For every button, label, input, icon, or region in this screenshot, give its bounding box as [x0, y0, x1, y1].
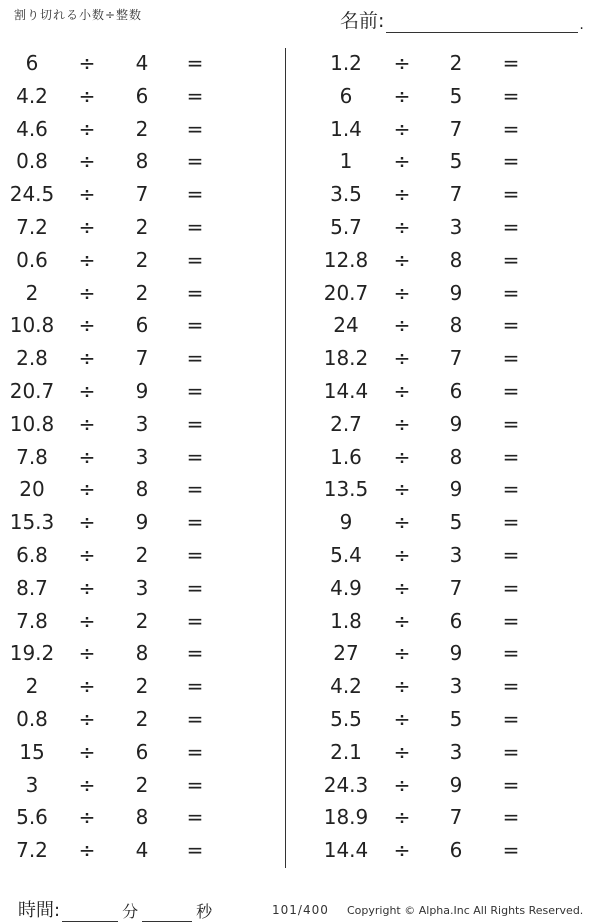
- divisor: 3: [135, 411, 149, 436]
- dividend: 10.8: [9, 411, 55, 436]
- equals-sign: =: [186, 214, 204, 239]
- equals-sign: =: [502, 214, 520, 239]
- dividend: 6: [25, 51, 39, 75]
- equals-sign: =: [502, 149, 520, 174]
- divisor: 9: [449, 280, 463, 305]
- dividend: 7.8: [16, 608, 48, 633]
- dividend: 20.7: [9, 378, 55, 403]
- divisor: 3: [135, 575, 149, 600]
- equals-sign: =: [502, 280, 520, 305]
- divisor: 3: [135, 444, 149, 469]
- divisor: 7: [135, 346, 149, 371]
- divisor: 6: [449, 378, 463, 403]
- divisor: 8: [449, 444, 463, 469]
- equals-sign: =: [502, 346, 520, 371]
- divide-sign: ÷: [78, 674, 96, 699]
- equals-sign: =: [186, 182, 204, 207]
- name-end-dot: .: [579, 17, 584, 33]
- dividend: 14.4: [323, 838, 369, 863]
- dividend: 13.5: [323, 477, 369, 502]
- dividend: 24.3: [323, 772, 369, 797]
- equals-sign: =: [186, 739, 204, 764]
- dividend: 8.7: [16, 575, 48, 600]
- equals-sign: =: [502, 838, 520, 863]
- equals-sign: =: [186, 378, 204, 403]
- divisor: 8: [135, 641, 149, 666]
- name-field: [340, 6, 584, 33]
- divide-sign: ÷: [78, 805, 96, 830]
- dividend: 4.6: [16, 116, 48, 141]
- divisor: 2: [135, 674, 149, 699]
- divisor: 2: [449, 51, 463, 75]
- equals-sign: =: [502, 247, 520, 272]
- column-divider: [285, 48, 286, 868]
- dividend: 18.2: [323, 346, 369, 371]
- dividend: 7.8: [16, 444, 48, 469]
- equals-sign: =: [502, 706, 520, 731]
- equals-sign: =: [502, 542, 520, 567]
- divisor: 7: [449, 346, 463, 371]
- dividend: 19.2: [9, 641, 55, 666]
- dividend: 7.2: [16, 214, 48, 239]
- dividend: 0.8: [16, 149, 48, 174]
- divide-sign: ÷: [393, 674, 411, 699]
- dividend: 2: [25, 674, 39, 699]
- dividend: 6: [339, 83, 353, 108]
- dividend: 0.8: [16, 706, 48, 731]
- dividend: 15.3: [9, 510, 55, 535]
- divide-sign: ÷: [393, 805, 411, 830]
- equals-sign: =: [502, 772, 520, 797]
- equals-sign: =: [186, 247, 204, 272]
- divisor: 5: [449, 706, 463, 731]
- equals-sign: =: [502, 182, 520, 207]
- dividend: 5.4: [330, 542, 362, 567]
- dividend: 24.5: [9, 182, 55, 207]
- equals-sign: =: [186, 116, 204, 141]
- dividend: 4.2: [16, 83, 48, 108]
- equals-sign: =: [502, 575, 520, 600]
- divide-sign: ÷: [78, 116, 96, 141]
- dividend: 7.2: [16, 838, 48, 863]
- dividend: 3: [25, 772, 39, 797]
- dividend: 18.9: [323, 805, 369, 830]
- divide-sign: ÷: [393, 739, 411, 764]
- divide-sign: ÷: [78, 149, 96, 174]
- dividend: 4.2: [330, 674, 362, 699]
- equals-sign: =: [502, 510, 520, 535]
- divide-sign: ÷: [78, 280, 96, 305]
- equals-sign: =: [186, 83, 204, 108]
- equals-sign: =: [186, 772, 204, 797]
- dividend: 2: [25, 280, 39, 305]
- divide-sign: ÷: [393, 83, 411, 108]
- divisor: 3: [449, 214, 463, 239]
- dividend: 20.7: [323, 280, 369, 305]
- divide-sign: ÷: [393, 510, 411, 535]
- dividend: 5.6: [16, 805, 48, 830]
- divide-sign: ÷: [78, 83, 96, 108]
- equals-sign: =: [502, 608, 520, 633]
- divisor: 5: [449, 83, 463, 108]
- divisor: 3: [449, 674, 463, 699]
- divide-sign: ÷: [78, 575, 96, 600]
- seconds-unit: 秒: [196, 902, 213, 921]
- divisor: 7: [449, 575, 463, 600]
- divide-sign: ÷: [78, 346, 96, 371]
- dividend: 10.8: [9, 313, 55, 338]
- divisor: 2: [135, 706, 149, 731]
- equals-sign: =: [186, 411, 204, 436]
- divisor: 8: [449, 313, 463, 338]
- copyright-notice: Copyright © Alpha.Inc All Rights Reserved.: [347, 904, 584, 917]
- divide-sign: ÷: [393, 378, 411, 403]
- divide-sign: ÷: [393, 477, 411, 502]
- divisor: 6: [449, 838, 463, 863]
- divide-sign: ÷: [78, 214, 96, 239]
- minutes-unit: 分: [122, 902, 139, 921]
- dividend: 6.8: [16, 542, 48, 567]
- divisor: 5: [449, 510, 463, 535]
- equals-sign: =: [186, 444, 204, 469]
- divide-sign: ÷: [393, 149, 411, 174]
- dividend: 4.9: [330, 575, 362, 600]
- equals-sign: =: [186, 477, 204, 502]
- equals-sign: =: [502, 641, 520, 666]
- divisor: 7: [135, 182, 149, 207]
- time-field: [18, 896, 216, 922]
- divide-sign: ÷: [393, 608, 411, 633]
- divide-sign: ÷: [78, 739, 96, 764]
- equals-sign: =: [502, 477, 520, 502]
- divisor: 9: [449, 477, 463, 502]
- equals-sign: =: [502, 116, 520, 141]
- equals-sign: =: [186, 641, 204, 666]
- divide-sign: ÷: [393, 313, 411, 338]
- equals-sign: =: [186, 280, 204, 305]
- time-label: 時間:: [18, 900, 61, 921]
- divide-sign: ÷: [393, 182, 411, 207]
- worksheet-title: 割り切れる小数÷整数: [14, 8, 143, 22]
- divisor: 8: [135, 805, 149, 830]
- divide-sign: ÷: [393, 542, 411, 567]
- divisor: 9: [449, 411, 463, 436]
- divisor: 9: [449, 772, 463, 797]
- divide-sign: ÷: [78, 378, 96, 403]
- dividend: 1: [339, 149, 353, 174]
- equals-sign: =: [186, 674, 204, 699]
- divide-sign: ÷: [78, 772, 96, 797]
- divide-sign: ÷: [393, 444, 411, 469]
- divisor: 7: [449, 116, 463, 141]
- divisor: 8: [135, 477, 149, 502]
- dividend: 24: [333, 313, 359, 338]
- divide-sign: ÷: [393, 772, 411, 797]
- dividend: 14.4: [323, 378, 369, 403]
- divisor: 9: [135, 510, 149, 535]
- divisor: 2: [135, 214, 149, 239]
- divide-sign: ÷: [78, 510, 96, 535]
- divide-sign: ÷: [78, 247, 96, 272]
- divisor: 8: [449, 247, 463, 272]
- dividend: 12.8: [323, 247, 369, 272]
- page-number: 101/400: [272, 903, 329, 917]
- divide-sign: ÷: [393, 280, 411, 305]
- divide-sign: ÷: [78, 641, 96, 666]
- divide-sign: ÷: [78, 838, 96, 863]
- dividend: 9: [339, 510, 353, 535]
- equals-sign: =: [186, 706, 204, 731]
- equals-sign: =: [186, 542, 204, 567]
- divide-sign: ÷: [393, 838, 411, 863]
- divisor: 6: [449, 608, 463, 633]
- minutes-blank[interactable]: [62, 901, 118, 922]
- equals-sign: =: [502, 674, 520, 699]
- divisor: 6: [135, 83, 149, 108]
- equals-sign: =: [502, 739, 520, 764]
- dividend: 20: [19, 477, 45, 502]
- divide-sign: ÷: [78, 706, 96, 731]
- divide-sign: ÷: [393, 214, 411, 239]
- divide-sign: ÷: [393, 706, 411, 731]
- dividend: 3.5: [330, 182, 362, 207]
- equals-sign: =: [186, 346, 204, 371]
- divisor: 2: [135, 116, 149, 141]
- equals-sign: =: [186, 510, 204, 535]
- divisor: 7: [449, 182, 463, 207]
- equals-sign: =: [502, 378, 520, 403]
- divisor: 2: [135, 247, 149, 272]
- divisor: 5: [449, 149, 463, 174]
- name-label: 名前:: [340, 10, 385, 32]
- equals-sign: =: [186, 575, 204, 600]
- divisor: 7: [449, 805, 463, 830]
- divide-sign: ÷: [393, 411, 411, 436]
- equals-sign: =: [502, 411, 520, 436]
- equals-sign: =: [186, 608, 204, 633]
- divide-sign: ÷: [393, 641, 411, 666]
- divisor: 6: [135, 313, 149, 338]
- dividend: 2.8: [16, 346, 48, 371]
- equals-sign: =: [502, 51, 520, 75]
- seconds-blank[interactable]: [142, 901, 192, 922]
- divide-sign: ÷: [393, 247, 411, 272]
- equals-sign: =: [502, 313, 520, 338]
- divide-sign: ÷: [393, 51, 411, 75]
- equals-sign: =: [502, 444, 520, 469]
- equals-sign: =: [186, 51, 204, 75]
- divisor: 8: [135, 149, 149, 174]
- divisor: 4: [135, 51, 149, 75]
- divide-sign: ÷: [78, 182, 96, 207]
- dividend: 1.4: [330, 116, 362, 141]
- divisor: 2: [135, 772, 149, 797]
- divisor: 3: [449, 542, 463, 567]
- dividend: 5.5: [330, 706, 362, 731]
- dividend: 15: [19, 739, 45, 764]
- dividend: 2.7: [330, 411, 362, 436]
- divide-sign: ÷: [393, 346, 411, 371]
- equals-sign: =: [186, 805, 204, 830]
- equals-sign: =: [186, 838, 204, 863]
- dividend: 1.6: [330, 444, 362, 469]
- divisor: 3: [449, 739, 463, 764]
- divide-sign: ÷: [78, 542, 96, 567]
- divide-sign: ÷: [78, 51, 96, 75]
- divide-sign: ÷: [393, 575, 411, 600]
- name-blank-line[interactable]: [386, 12, 578, 33]
- dividend: 1.8: [330, 608, 362, 633]
- dividend: 0.6: [16, 247, 48, 272]
- divisor: 6: [135, 739, 149, 764]
- divide-sign: ÷: [393, 116, 411, 141]
- divisor: 9: [449, 641, 463, 666]
- divisor: 2: [135, 542, 149, 567]
- divisor: 2: [135, 608, 149, 633]
- divisor: 9: [135, 378, 149, 403]
- divide-sign: ÷: [78, 477, 96, 502]
- divide-sign: ÷: [78, 313, 96, 338]
- divisor: 4: [135, 838, 149, 863]
- divide-sign: ÷: [78, 411, 96, 436]
- divide-sign: ÷: [78, 608, 96, 633]
- equals-sign: =: [186, 149, 204, 174]
- equals-sign: =: [186, 313, 204, 338]
- divisor: 2: [135, 280, 149, 305]
- equals-sign: =: [502, 805, 520, 830]
- dividend: 5.7: [330, 214, 362, 239]
- dividend: 27: [333, 641, 359, 666]
- dividend: 1.2: [330, 51, 362, 75]
- dividend: 2.1: [330, 739, 362, 764]
- equals-sign: =: [502, 83, 520, 108]
- divide-sign: ÷: [78, 444, 96, 469]
